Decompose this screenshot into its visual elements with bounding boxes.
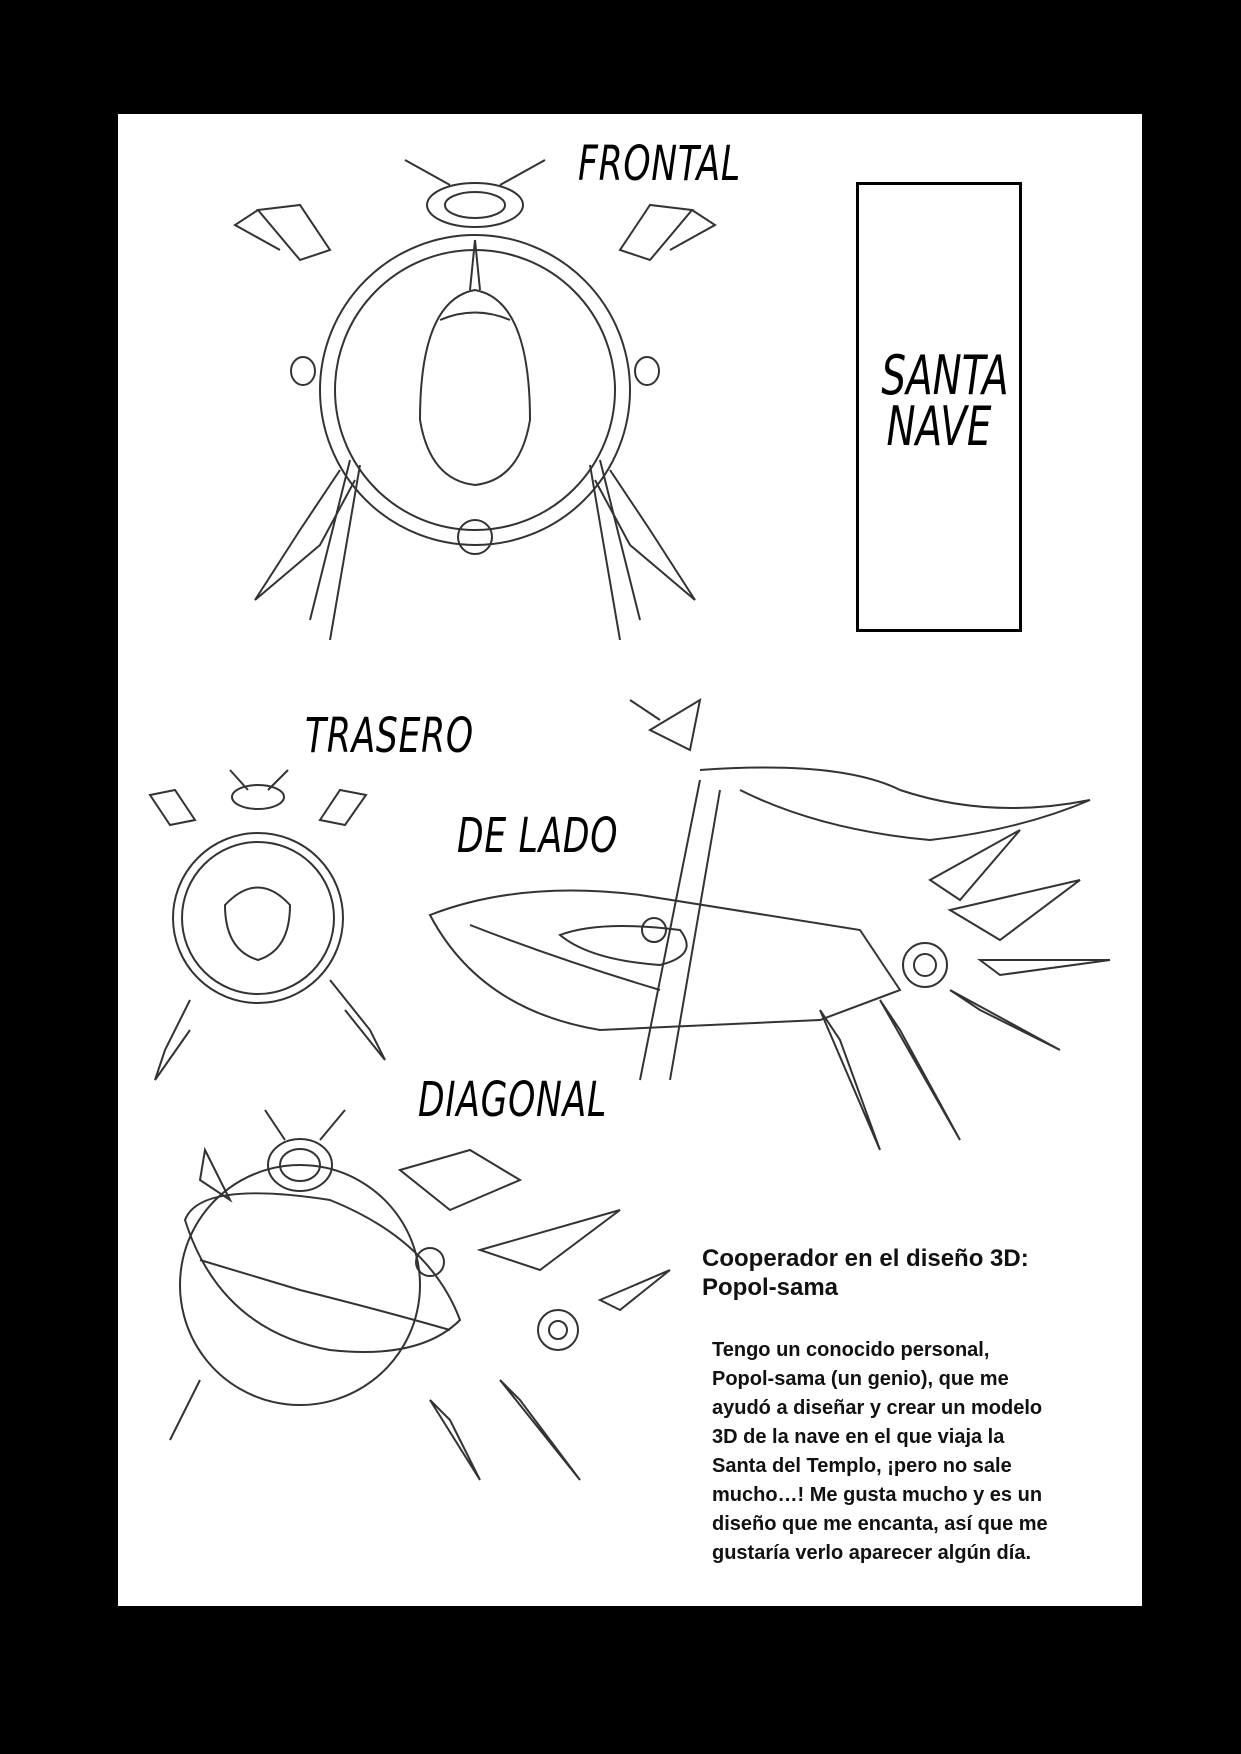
view-label-diagonal: DIAGONAL: [418, 1072, 607, 1128]
view-label-frontal: FRONTAL: [578, 136, 741, 192]
title-line-1: SANTA: [881, 344, 1009, 407]
page-title: [859, 344, 1019, 459]
title-line-2: NAVE: [886, 395, 992, 459]
ship-diagonal-drawing: [153, 1110, 670, 1480]
view-label-de-lado: DE LADO: [457, 808, 619, 864]
title-box: [856, 182, 1022, 632]
view-label-trasero: TRASERO: [305, 708, 474, 764]
credit-heading: Cooperador en el diseño 3D: Popol-sama: [702, 1245, 1029, 1301]
ship-trasero-drawing: [150, 770, 385, 1080]
credit-body: Tengo un conocido personal, Popol-sama (un genio), que me ayudó a diseñar y crear un modelo 3D de la nave en el que viaja la Santa del Templo, ¡pero no sale mucho…! Me gusta mucho y es un diseño que me encanta, así que me gustaría verlo aparecer algún día.: [712, 1339, 1048, 1564]
ship-frontal-drawing: [235, 160, 715, 640]
